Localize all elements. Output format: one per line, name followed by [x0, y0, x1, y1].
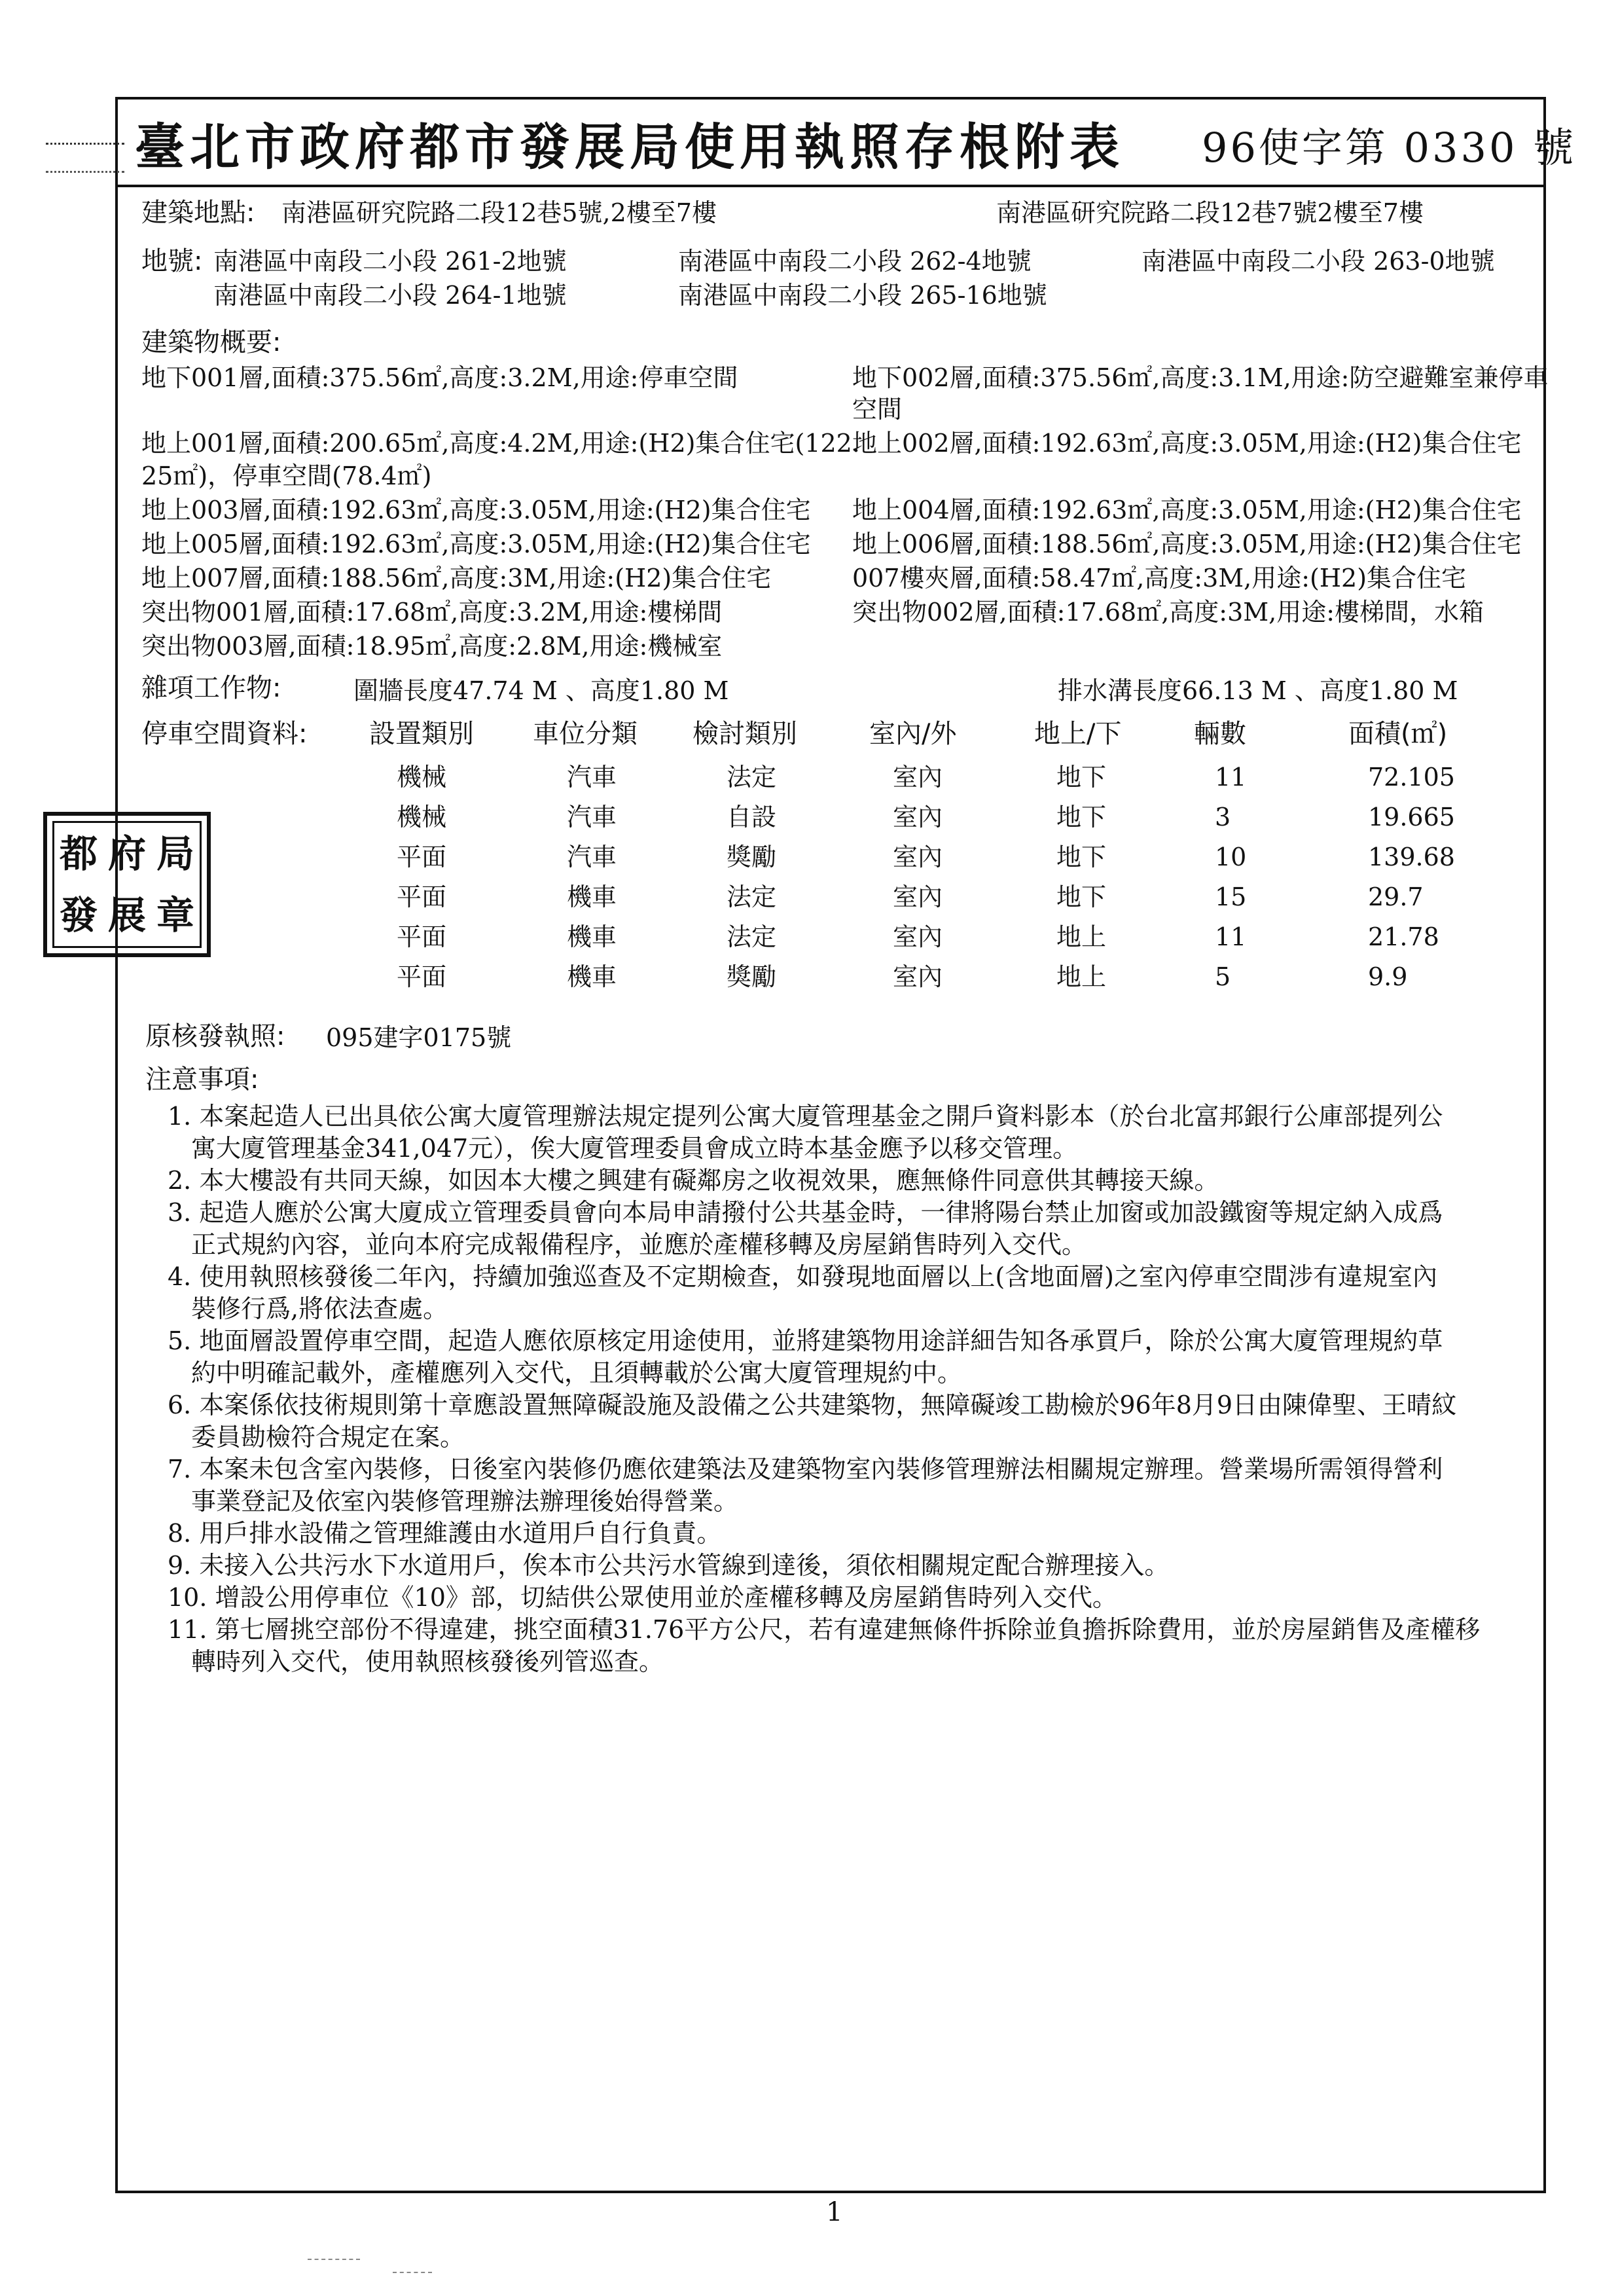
building-floor-left: 地上007層,面積:188.56㎡,高度:3M,用途:(H2)集合住宅 — [141, 564, 772, 592]
building-floor-left: 地下001層,面積:375.56㎡,高度:3.2M,用途:停車空間 — [141, 363, 738, 392]
parking-cell: 地下 — [1056, 843, 1107, 871]
note-line: 正式規約內容，並向本府完成報備程序，並應於產權移轉及房屋銷售時列入交代。 — [191, 1230, 1087, 1259]
note-line: 事業登記及依室內裝修管理辦法辦理後始得營業。 — [191, 1487, 739, 1516]
parking-cell: 法定 — [727, 763, 777, 792]
note-line: 3. 起造人應於公寓大廈成立管理委員會向本局申請撥付公共基金時，一律將陽台禁止加窗或加設鐵窗等規定納入成爲 — [168, 1198, 1443, 1227]
building-floor-right: 地上004層,面積:192.63㎡,高度:3.05M,用途:(H2)集合住宅 — [852, 496, 1522, 524]
note-line: 6. 本案係依技術規則第十章應設置無障礙設施及設備之公共建築物，無障礙竣工勘檢於96年8月9日由陳偉聖、王晴紋 — [168, 1391, 1457, 1419]
note-line: 委員勘檢符合規定在案。 — [191, 1423, 465, 1451]
parking-cell: 21.78 — [1368, 922, 1439, 951]
parking-cell: 29.7 — [1368, 883, 1424, 911]
seal-character: 章 — [156, 893, 194, 938]
parking-header: 檢討類別 — [692, 719, 797, 749]
notes-label: 注意事項: — [145, 1065, 259, 1095]
note-line: 5. 地面層設置停車空間，起造人應依原核定用途使用，並將建築物用途詳細告知各承買戶，除於公寓大廈管理規約草 — [168, 1326, 1443, 1355]
seal-character: 都 — [59, 831, 98, 876]
parking-cell: 獎勵 — [727, 843, 777, 871]
parking-cell: 汽車 — [567, 803, 617, 831]
misc-works-label: 雜項工作物: — [141, 673, 281, 703]
header-rule — [115, 185, 1546, 187]
building-floor-left: 地上001層,面積:200.65㎡,高度:4.2M,用途:(H2)集合住宅(122. — [141, 429, 860, 458]
parking-cell: 獎勵 — [727, 962, 777, 991]
page-number: 1 — [826, 2197, 843, 2227]
seal-character: 局 — [156, 831, 194, 876]
lot-item: 南港區中南段二小段 261-2地號 — [213, 247, 567, 276]
seal-character: 府 — [107, 831, 146, 876]
building-floor-left: 地上003層,面積:192.63㎡,高度:3.05M,用途:(H2)集合住宅 — [141, 496, 811, 524]
parking-cell: 機車 — [567, 962, 617, 991]
building-floor-right: 空間 — [852, 395, 903, 424]
parking-cell: 室內 — [893, 922, 943, 951]
building-floor-left: 25㎡)，停車空間(78.4㎡) — [141, 462, 432, 490]
parking-header: 車位分類 — [533, 719, 638, 749]
parking-header: 設置類別 — [369, 719, 474, 749]
location-address-2: 南港區研究院路二段12巷7號2樓至7樓 — [996, 198, 1424, 227]
parking-cell: 平面 — [397, 922, 447, 951]
parking-cell: 平面 — [397, 883, 447, 911]
parking-cell: 地下 — [1056, 803, 1107, 831]
original-permit-value: 095建字0175號 — [326, 1023, 512, 1052]
parking-cell: 機車 — [567, 922, 617, 951]
lot-item: 南港區中南段二小段 263-0地號 — [1142, 247, 1495, 276]
parking-cell: 汽車 — [567, 763, 617, 792]
parking-cell: 11 — [1215, 922, 1247, 951]
parking-header: 室內/外 — [869, 719, 957, 749]
parking-label: 停車空間資料: — [141, 719, 308, 749]
note-line: 轉時列入交代，使用執照核發後列管巡查。 — [191, 1647, 664, 1676]
parking-cell: 室內 — [893, 763, 943, 792]
parking-header: 面積(㎡) — [1348, 719, 1448, 749]
note-line: 2. 本大樓設有共同天線，如因本大樓之興建有礙鄰房之收視效果，應無條件同意供其轉接天線。 — [168, 1166, 1219, 1195]
parking-cell: 地上 — [1056, 962, 1107, 991]
parking-cell: 地下 — [1056, 763, 1107, 792]
scan-artifact — [46, 143, 124, 173]
lot-item: 南港區中南段二小段 265-16地號 — [678, 281, 1047, 310]
seal-character: 展 — [107, 893, 146, 938]
parking-cell: 19.665 — [1368, 803, 1455, 831]
parking-cell: 9.9 — [1368, 962, 1408, 991]
lot-item: 南港區中南段二小段 262-4地號 — [678, 247, 1032, 276]
location-label: 建築地點: — [141, 198, 255, 228]
parking-cell: 機械 — [397, 803, 447, 831]
lot-item: 南港區中南段二小段 264-1地號 — [213, 281, 567, 310]
location-address-1: 南港區研究院路二段12巷5號,2樓至7樓 — [281, 198, 717, 227]
note-line: 裝修行爲,將依法查處。 — [191, 1294, 448, 1323]
lot-label: 地號: — [141, 246, 203, 276]
note-line: 1. 本案起造人已出具依公寓大廈管理辦法規定提列公寓大廈管理基金之開戶資料影本（於台北富邦銀行公庫部提列公 — [168, 1102, 1443, 1131]
building-floor-right: 007樓夾層,面積:58.47㎡,高度:3M,用途:(H2)集合住宅 — [852, 564, 1467, 592]
original-permit-label: 原核發執照: — [145, 1021, 285, 1051]
parking-cell: 139.68 — [1368, 843, 1455, 871]
building-floor-right: 地上002層,面積:192.63㎡,高度:3.05M,用途:(H2)集合住宅 — [852, 429, 1522, 458]
note-line: 10. 增設公用停車位《10》部，切結供公眾使用並於產權移轉及房屋銷售時列入交代。 — [168, 1583, 1117, 1612]
parking-cell: 10 — [1215, 843, 1247, 871]
parking-cell: 72.105 — [1368, 763, 1455, 792]
parking-cell: 5 — [1215, 962, 1231, 991]
note-line: 9. 未接入公共污水下水道用戶，俟本市公共污水管線到達後，須依相關規定配合辦理接入。 — [168, 1551, 1170, 1580]
parking-cell: 機車 — [567, 883, 617, 911]
building-floor-right: 突出物002層,面積:17.68㎡,高度:3M,用途:樓梯間，水箱 — [852, 598, 1484, 627]
building-floor-right: 地下002層,面積:375.56㎡,高度:3.1M,用途:防空避難室兼停車 — [852, 363, 1549, 392]
note-line: 11. 第七層挑空部份不得違建，挑空面積31.76平方公尺，若有違建無條件拆除並負擔拆除費用，並於房屋銷售及產權移 — [168, 1615, 1481, 1644]
building-floor-left: 突出物001層,面積:17.68㎡,高度:3.2M,用途:樓梯間 — [141, 598, 723, 627]
building-floor-left: 突出物003層,面積:18.95㎡,高度:2.8M,用途:機械室 — [141, 632, 723, 661]
scan-artifact — [308, 2259, 360, 2260]
parking-cell: 自設 — [727, 803, 777, 831]
parking-cell: 室內 — [893, 962, 943, 991]
parking-header: 地上/下 — [1034, 719, 1122, 749]
building-floor-right: 地上006層,面積:188.56㎡,高度:3.05M,用途:(H2)集合住宅 — [852, 530, 1522, 558]
note-line: 寓大廈管理基金341,047元），俟大廈管理委員會成立時本基金應予以移交管理。 — [191, 1134, 1078, 1163]
parking-cell: 機械 — [397, 763, 447, 792]
parking-header: 輛數 — [1194, 719, 1246, 749]
parking-cell: 平面 — [397, 962, 447, 991]
parking-cell: 室內 — [893, 803, 943, 831]
parking-cell: 汽車 — [567, 843, 617, 871]
parking-cell: 地上 — [1056, 922, 1107, 951]
seal-character: 發 — [59, 893, 98, 938]
misc-works-wall: 圍牆長度47.74 M 、高度1.80 M — [353, 676, 729, 705]
document-title: 臺北市政府都市發展局使用執照存根附表 — [135, 118, 1124, 176]
parking-cell: 室內 — [893, 843, 943, 871]
parking-cell: 15 — [1215, 883, 1247, 911]
building-label: 建築物概要: — [141, 327, 281, 357]
note-line: 約中明確記載外，產權應列入交代，且須轉載於公寓大廈管理規約中。 — [191, 1358, 963, 1387]
parking-cell: 11 — [1215, 763, 1247, 792]
misc-works-ditch: 排水溝長度66.13 M 、高度1.80 M — [1058, 676, 1458, 705]
note-line: 8. 用戶排水設備之管理維護由水道用戶自行負責。 — [168, 1519, 722, 1548]
note-line: 7. 本案未包含室內裝修，日後室內裝修仍應依建築法及建築物室內裝修管理辦法相關規定辦理。營業場所需領得營利 — [168, 1455, 1443, 1484]
parking-cell: 室內 — [893, 883, 943, 911]
parking-cell: 法定 — [727, 922, 777, 951]
parking-cell: 法定 — [727, 883, 777, 911]
parking-cell: 3 — [1215, 803, 1231, 831]
document-number: 96使字第 0330 號 — [1202, 124, 1577, 172]
note-line: 4. 使用執照核發後二年內，持續加強巡查及不定期檢查，如發現地面層以上(含地面層)之室內停車空間涉有違規室內 — [168, 1262, 1437, 1291]
parking-cell: 地下 — [1056, 883, 1107, 911]
official-seal — [43, 812, 211, 957]
building-floor-left: 地上005層,面積:192.63㎡,高度:3.05M,用途:(H2)集合住宅 — [141, 530, 811, 558]
parking-cell: 平面 — [397, 843, 447, 871]
scan-artifact — [393, 2272, 432, 2273]
